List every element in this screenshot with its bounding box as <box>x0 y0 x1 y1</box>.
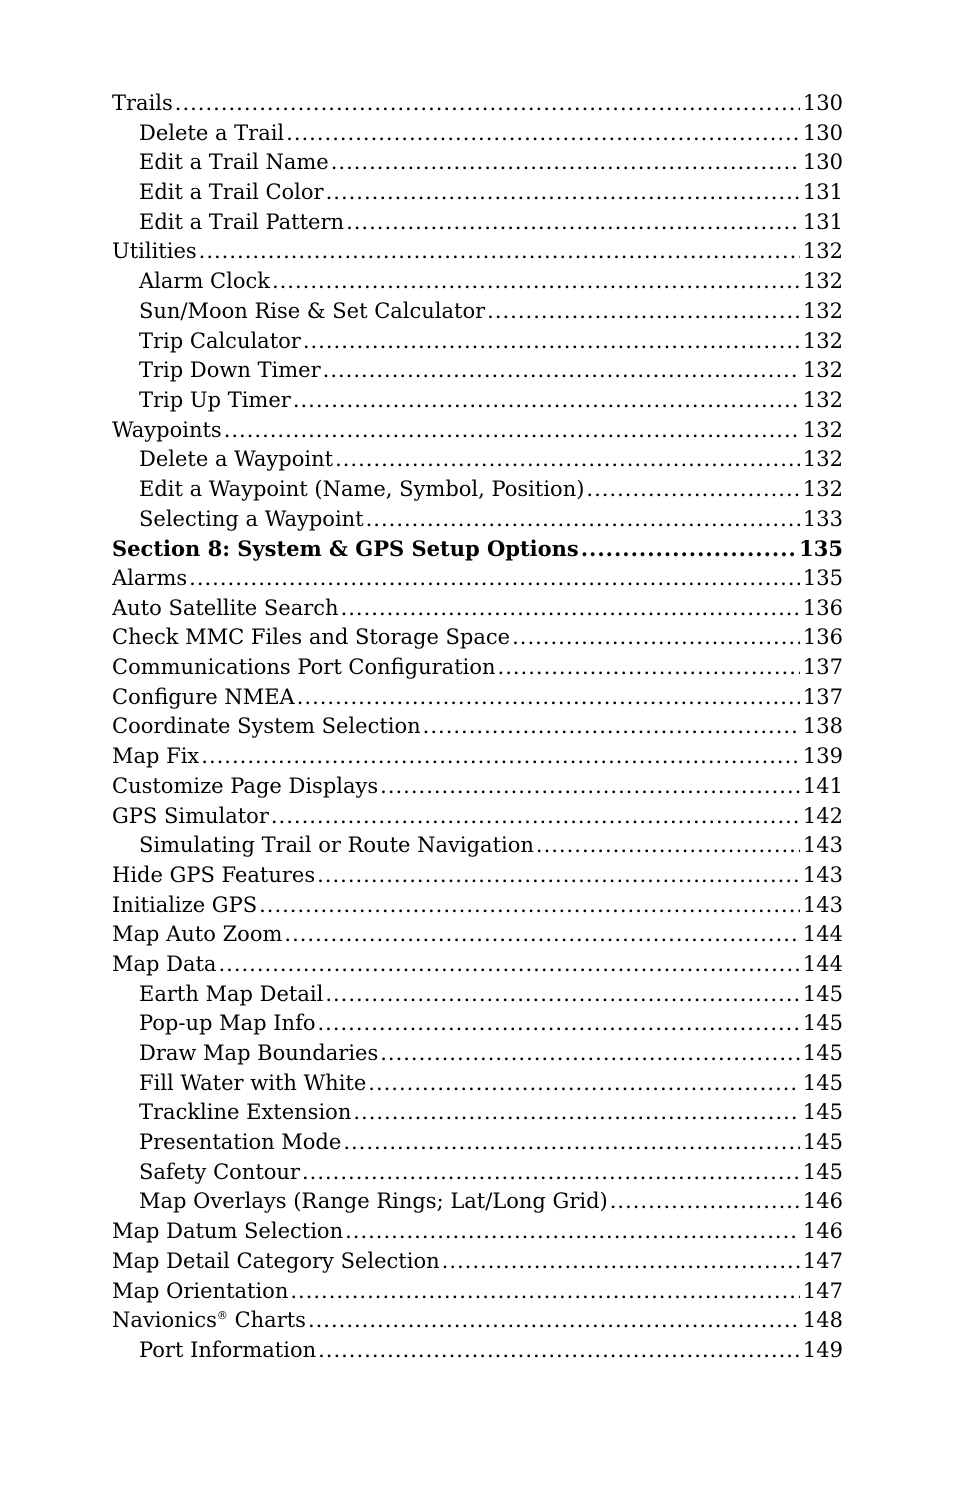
dot-leader <box>335 445 800 475</box>
toc-page-number: 132 <box>802 298 843 323</box>
toc-entry-title-text: Sun/Moon Rise & Set Calculator <box>139 298 486 323</box>
toc-page-number: 130 <box>802 150 843 175</box>
dot-leader <box>272 267 800 297</box>
toc-entry-title <box>112 237 197 267</box>
toc-subentry <box>112 1158 843 1188</box>
toc-entry-title-text: Earth Map Detail <box>139 981 324 1006</box>
toc-page-number: 133 <box>802 506 843 531</box>
dot-leader <box>290 1277 800 1307</box>
toc-entry-title-text: Edit a Trail Color <box>139 180 324 205</box>
toc-entry-title <box>139 1128 341 1158</box>
toc-entry-title-text: Navionics <box>112 1308 217 1333</box>
toc-entry-title-text: Coordinate System Selection <box>112 714 421 739</box>
toc-entry-title-text: Fill Water with White <box>139 1070 367 1095</box>
toc-page-number: 132 <box>802 476 843 501</box>
toc-subentry <box>112 208 843 238</box>
toc-entry-title <box>139 1336 316 1366</box>
dot-leader <box>317 1009 799 1039</box>
toc-entry-title <box>139 445 333 475</box>
toc-entry-title-text: Selecting a Waypoint <box>139 506 364 531</box>
toc-entry <box>112 1247 843 1277</box>
toc-page-number: 144 <box>802 951 843 976</box>
dot-leader <box>368 1069 800 1099</box>
dot-leader <box>175 89 800 119</box>
toc-entry <box>112 564 843 594</box>
toc-page-number: 137 <box>802 684 843 709</box>
toc-entry <box>112 802 843 832</box>
toc-entry-title <box>112 623 510 653</box>
toc-entry <box>112 1306 843 1336</box>
toc-entry-title-text: Edit a Trail Name <box>139 150 329 175</box>
toc-entry-title <box>112 772 378 802</box>
toc-subentry <box>112 445 843 475</box>
toc-page-number: 149 <box>802 1337 843 1362</box>
toc-page-number: 130 <box>802 91 843 115</box>
toc-page-number: 146 <box>802 1219 843 1244</box>
toc-page-number: 143 <box>802 833 843 858</box>
toc-entry <box>112 891 843 921</box>
toc-page-number: 144 <box>802 922 843 947</box>
dot-leader <box>345 1217 800 1247</box>
registered-mark: ® <box>216 1309 228 1323</box>
toc-entry-title-text: Map Auto Zoom <box>112 922 283 947</box>
toc-entry-title <box>139 1009 315 1039</box>
dot-leader <box>343 1128 800 1158</box>
toc-subentry <box>112 1187 843 1217</box>
toc-entry-title-text: Delete a Trail <box>139 120 285 145</box>
toc-entry-title-text: Map Overlays (Range Rings; Lat/Long Grid) <box>139 1189 608 1214</box>
toc-page-number: 135 <box>799 536 843 562</box>
dot-leader <box>581 534 796 564</box>
toc-entry-title-text: Map Detail Category Selection <box>112 1248 440 1273</box>
toc-entry-title <box>112 564 187 594</box>
toc-entry <box>112 594 843 624</box>
toc-page-number: 145 <box>802 1011 843 1036</box>
toc-entry-title-text: Map Orientation <box>112 1278 289 1303</box>
toc-page-number: 139 <box>802 744 843 769</box>
toc-page-number: 145 <box>802 1159 843 1184</box>
dot-leader <box>286 119 800 149</box>
dot-leader <box>346 208 800 238</box>
toc-entry-title-text: Alarms <box>112 566 188 590</box>
toc-page-number: 145 <box>802 981 843 1006</box>
table-of-contents <box>112 89 843 1366</box>
toc-entry-title-text: Section 8: System & GPS Setup Options <box>112 536 579 562</box>
toc-entry-title-text: Map Data <box>112 951 217 976</box>
toc-entry-title <box>139 1187 608 1217</box>
toc-entry-title <box>139 356 321 386</box>
toc-subentry <box>112 1128 843 1158</box>
toc-entry-title <box>139 831 534 861</box>
toc-page-number: 138 <box>802 714 843 739</box>
dot-leader <box>224 416 800 446</box>
toc-entry <box>112 683 843 713</box>
dot-leader <box>189 564 800 594</box>
toc-entry-title <box>112 861 315 891</box>
dot-leader <box>218 950 799 980</box>
toc-page-number: 142 <box>802 803 843 828</box>
toc-entry-title <box>112 534 579 564</box>
toc-entry-title <box>139 267 270 297</box>
toc-page-number: 130 <box>802 120 843 145</box>
toc-section-heading <box>112 534 843 564</box>
toc-entry <box>112 1277 843 1307</box>
toc-entry-title-text: Pop-up Map Info <box>139 1011 316 1036</box>
toc-entry-title <box>139 1158 300 1188</box>
toc-entry-title <box>139 208 344 238</box>
toc-entry-title-text: Presentation Mode <box>139 1130 342 1155</box>
toc-entry-title-text: Map Datum Selection <box>112 1219 344 1244</box>
toc-entry-title <box>112 89 173 119</box>
toc-subentry <box>112 148 843 178</box>
dot-leader <box>318 1336 800 1366</box>
toc-entry-title-text: Safety Contour <box>139 1159 300 1184</box>
dot-leader <box>317 861 800 891</box>
toc-page-number: 132 <box>802 239 843 264</box>
dot-leader <box>498 653 800 683</box>
toc-entry-title-text: Trip Down Timer <box>139 358 321 383</box>
toc-entry-title-text: Trackline Extension <box>139 1100 352 1125</box>
toc-entry-title-text: Edit a Trail Pattern <box>139 209 345 234</box>
toc-entry <box>112 416 843 446</box>
toc-entry-title-text: Edit a Waypoint (Name, Symbol, Position) <box>139 476 585 501</box>
dot-leader <box>323 356 800 386</box>
toc-entry <box>112 950 843 980</box>
toc-entry-title-text: Customize Page Displays <box>112 773 379 798</box>
toc-page-number: 135 <box>802 566 843 590</box>
toc-entry-title-text: Map Fix <box>112 744 200 769</box>
toc-entry-title <box>112 920 282 950</box>
toc-entry-title <box>112 683 295 713</box>
toc-entry-title <box>139 148 329 178</box>
toc-page-number: 145 <box>802 1130 843 1155</box>
toc-entry-title <box>112 416 222 446</box>
toc-entry <box>112 920 843 950</box>
dot-leader <box>586 475 799 505</box>
toc-entry-title-text: Configure NMEA <box>112 684 295 709</box>
toc-page-number: 146 <box>802 1189 843 1214</box>
dot-leader <box>366 505 800 535</box>
toc-subentry <box>112 267 843 297</box>
toc-entry-title-text: Initialize GPS <box>112 892 258 917</box>
dot-leader <box>380 772 800 802</box>
toc-entry-title <box>112 950 216 980</box>
toc-entry-title-text: Hide GPS Features <box>112 862 316 887</box>
dot-leader <box>353 1098 800 1128</box>
toc-page-number: 131 <box>802 180 843 205</box>
toc-entry-title-text: Alarm Clock <box>139 269 270 294</box>
dot-leader <box>293 386 800 416</box>
toc-entry-title-text: Simulating Trail or Route Navigation <box>139 833 534 858</box>
toc-subentry <box>112 475 843 505</box>
toc-entry <box>112 653 843 683</box>
toc-subentry <box>112 1009 843 1039</box>
toc-entry-title <box>112 1306 306 1336</box>
toc-entry-title-text: Waypoints <box>112 417 222 442</box>
toc-entry-title <box>139 178 324 208</box>
dot-leader <box>380 1039 800 1069</box>
toc-subentry <box>112 178 843 208</box>
dot-leader <box>442 1247 800 1277</box>
toc-entry-title <box>112 742 199 772</box>
dot-leader <box>331 148 800 178</box>
toc-entry <box>112 623 843 653</box>
dot-leader <box>610 1187 800 1217</box>
toc-page-number: 132 <box>802 387 843 412</box>
toc-entry-title <box>139 980 323 1010</box>
toc-subentry <box>112 356 843 386</box>
dot-leader <box>284 920 800 950</box>
toc-page-number: 143 <box>802 892 843 917</box>
toc-page-number: 145 <box>802 1100 843 1125</box>
toc-subentry <box>112 505 843 535</box>
toc-entry-title <box>112 1277 288 1307</box>
dot-leader <box>423 712 800 742</box>
toc-page-number: 147 <box>802 1278 843 1303</box>
dot-leader <box>536 831 800 861</box>
toc-entry <box>112 712 843 742</box>
dot-leader <box>325 980 800 1010</box>
toc-entry-title <box>139 1039 378 1069</box>
dot-leader <box>303 327 800 357</box>
toc-entry-title <box>112 802 269 832</box>
dot-leader <box>199 237 800 267</box>
toc-page-number: 148 <box>802 1308 843 1333</box>
toc-entry <box>112 742 843 772</box>
toc-entry-title <box>112 1247 440 1277</box>
toc-page-number: 132 <box>802 417 843 442</box>
toc-subentry <box>112 119 843 149</box>
dot-leader <box>271 802 800 832</box>
toc-subentry <box>112 327 843 357</box>
toc-entry-title-text: Trip Calculator <box>139 328 301 353</box>
toc-entry-title <box>112 594 339 624</box>
toc-entry-title-text: Draw Map Boundaries <box>139 1041 379 1065</box>
toc-entry <box>112 861 843 891</box>
toc-entry-title-text: Auto Satellite Search <box>112 595 339 620</box>
dot-leader <box>326 178 800 208</box>
dot-leader <box>308 1306 800 1336</box>
toc-entry-title-text: Utilities <box>112 239 197 264</box>
toc-entry <box>112 772 843 802</box>
toc-entry-title <box>112 1217 343 1247</box>
toc-entry-title <box>139 386 291 416</box>
dot-leader <box>341 594 800 624</box>
toc-entry-title <box>112 891 257 921</box>
toc-entry-title-text: GPS Simulator <box>112 803 269 828</box>
toc-page-number: 145 <box>802 1070 843 1095</box>
dot-leader <box>259 891 800 921</box>
toc-subentry <box>112 1069 843 1099</box>
toc-subentry <box>112 1336 843 1366</box>
toc-entry-title <box>139 297 485 327</box>
dot-leader <box>512 623 800 653</box>
toc-page-number: 137 <box>802 655 843 680</box>
toc-subentry <box>112 831 843 861</box>
toc-entry-title <box>139 1098 351 1128</box>
toc-page-number: 145 <box>802 1041 843 1065</box>
toc-page-number: 136 <box>802 595 843 620</box>
toc-page-number: 147 <box>802 1248 843 1273</box>
toc-entry-title-text: Delete a Waypoint <box>139 447 334 472</box>
toc-entry-title-text: Trip Up Timer <box>139 387 291 412</box>
toc-page-number: 132 <box>802 328 843 353</box>
toc-subentry <box>112 297 843 327</box>
toc-entry <box>112 237 843 267</box>
toc-entry-title <box>139 119 284 149</box>
toc-page-number: 132 <box>802 447 843 472</box>
toc-subentry <box>112 980 843 1010</box>
dot-leader <box>302 1158 800 1188</box>
toc-subentry <box>112 1039 843 1069</box>
toc-entry-title <box>139 505 364 535</box>
toc-page-number: 141 <box>802 773 843 798</box>
toc-entry <box>112 89 843 119</box>
dot-leader <box>297 683 800 713</box>
toc-page-number: 143 <box>802 862 843 887</box>
toc-entry-title <box>139 475 584 505</box>
toc-entry-title-suffix: Charts <box>227 1308 306 1333</box>
dot-leader <box>201 742 800 772</box>
toc-entry-title-text: Communications Port Configuration <box>112 655 496 680</box>
toc-entry-title <box>139 1069 366 1099</box>
toc-subentry <box>112 1098 843 1128</box>
toc-page-number: 132 <box>802 358 843 383</box>
toc-entry-title <box>139 327 301 357</box>
toc-entry-title <box>112 712 421 742</box>
toc-entry-title <box>112 653 496 683</box>
toc-page-number: 132 <box>802 269 843 294</box>
toc-entry-title-text: Check MMC Files and Storage Space <box>112 625 511 650</box>
toc-page-number: 136 <box>802 625 843 650</box>
toc-entry-title-text: Trails <box>112 91 173 115</box>
toc-entry <box>112 1217 843 1247</box>
toc-page-number: 131 <box>802 209 843 234</box>
dot-leader <box>487 297 800 327</box>
toc-entry-title-text: Port Information <box>139 1337 317 1362</box>
toc-subentry <box>112 386 843 416</box>
